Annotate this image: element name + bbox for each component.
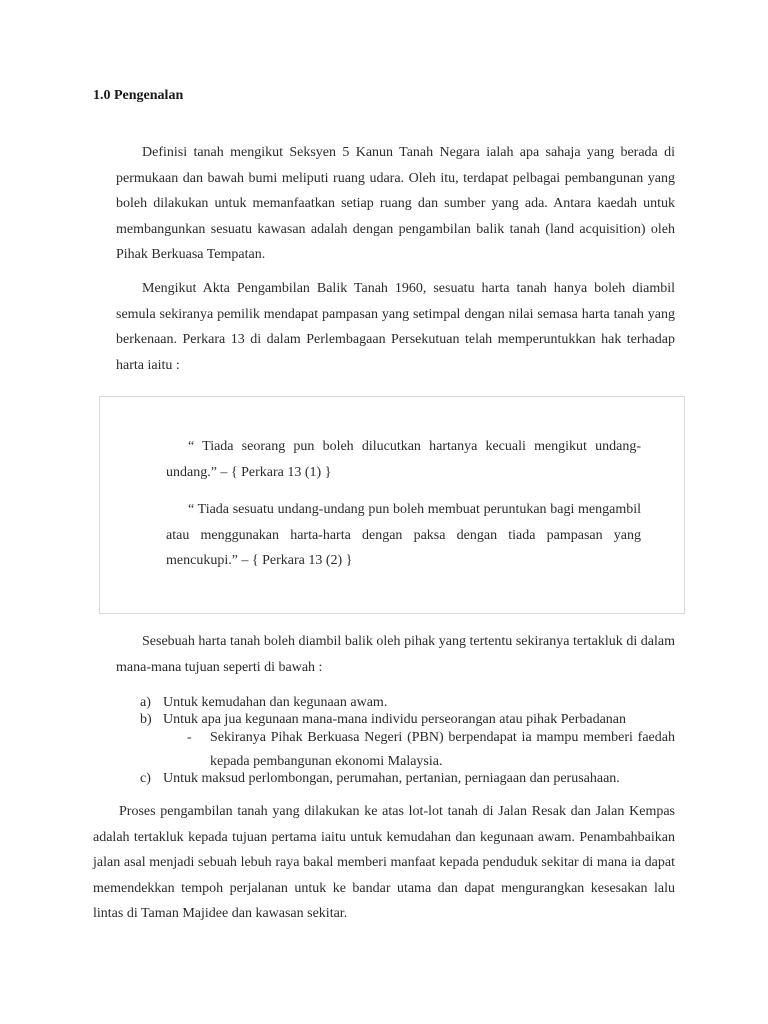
list-marker: b) (140, 712, 152, 727)
list-item-c (140, 770, 620, 787)
list-item-text: Untuk maksud perlombongan, perumahan, pertanian, perniagaan dan perusahaan. (163, 771, 620, 786)
list-item-a (140, 694, 387, 711)
list-item-text: Untuk apa jua kegunaan mana-mana individu perseorangan atau pihak Perbadanan (163, 712, 626, 727)
paragraph-purposes: Sesebuah harta tanah boleh diambil balik oleh pihak yang tertentu sekiranya tertakluk di dalam mana-mana tujuan seperti di bawah : (116, 634, 675, 675)
paragraph-process: Proses pengambilan tanah yang dilakukan ke atas lot-lot tanah di Jalan Resak dan Jalan Kempas adalah tertakluk kepada tujuan pertama iaitu untuk kemudahan dan kegunaan awam. Penambahbaikan jalan asal menjadi sebuah lebuh raya bakal memberi manfaat kepada penduduk sekitar di mana ia dapat memendekkan tempoh perjalanan untuk ke bandar utama dan dapat mengurangkan kesesakan lalu lintas di Taman Majidee dan kawasan sekitar. (93, 804, 675, 921)
quote-box (99, 396, 685, 614)
subitem-text: Sekiranya Pihak Berkuasa Negeri (PBN) berpendapat ia mampu memberi faedah kepada pembangunan ekonomi Malaysia. (210, 730, 675, 769)
quote-perkara-13-1: “ Tiada seorang pun boleh dilucutkan hartanya kecuali mengikut undang-undang.” – { Perkara 13 (1) } (166, 439, 641, 480)
list-marker: a) (140, 695, 151, 710)
paragraph-act: Mengikut Akta Pengambilan Balik Tanah 1960, sesuatu harta tanah hanya boleh diambil semula sekiranya pemilik mendapat pampasan yang setimpal dengan nilai semasa harta tanah yang berkenaan. Perkara 13 di dalam Perlembagaan Persekutuan telah memperuntukkan hak terhadap harta iaitu : (116, 281, 675, 373)
list-marker: c) (140, 771, 151, 786)
list-item-text: Untuk kemudahan dan kegunaan awam. (163, 695, 388, 710)
section-heading: 1.0 Pengenalan (93, 88, 184, 103)
paragraph-definition: Definisi tanah mengikut Seksyen 5 Kanun Tanah Negara ialah apa sahaja yang berada di permukaan dan bawah bumi meliputi ruang udara. Oleh itu, terdapat pelbagai pembangunan yang boleh dilakukan untuk memanfaatkan setiap ruang dan sumber yang ada. Antara kaedah untuk membangunkan sesuatu kawasan adalah dengan pengambilan balik tanah (land acquisition) oleh Pihak Berkuasa Tempatan. (116, 145, 675, 262)
subitem-marker: - (187, 730, 192, 745)
quote-perkara-13-2: “ Tiada sesuatu undang-undang pun boleh membuat peruntukan bagi mengambil atau menggunakan harta-harta dengan paksa dengan tiada pampasan yang mencukupi.” – { Perkara 13 (2) } (166, 502, 641, 568)
